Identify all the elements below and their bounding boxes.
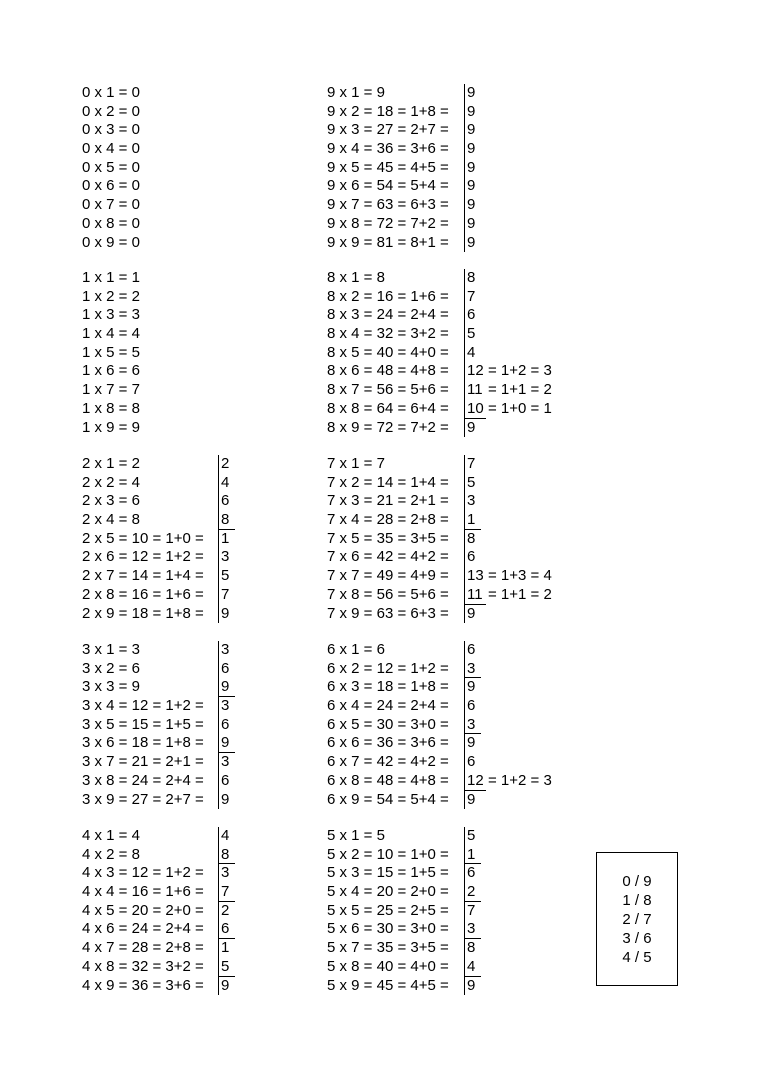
equation: 4 x 3 = 12 = 1+2 = [82, 864, 204, 882]
digit-sum-result: 9 [467, 140, 476, 158]
equation: 8 x 3 = 24 = 2+4 = [327, 306, 449, 324]
digit-sum-result: 3 [221, 864, 230, 882]
equation: 5 x 9 = 45 = 4+5 = [327, 976, 449, 994]
equation: 6 x 8 = 48 = 4+8 = [327, 771, 449, 789]
equation: 6 x 7 = 42 = 4+2 = [327, 753, 449, 771]
equation: 8 x 8 = 64 = 6+4 = [327, 399, 449, 417]
digit-sum-result: 5 [221, 567, 230, 585]
equation: 8 x 4 = 32 = 3+2 = [327, 325, 449, 343]
equation: 8 x 9 = 72 = 7+2 = [327, 418, 449, 436]
digit-sum-result: 6 [221, 492, 230, 510]
digit-sum-result: 11 [467, 381, 483, 399]
digit-sum-result: 3 [464, 660, 481, 679]
equation: 6 x 9 = 54 = 5+4 = [327, 790, 449, 808]
digit-sum-result: 6 [467, 306, 476, 324]
equation: 4 x 9 = 36 = 3+6 = [82, 976, 204, 994]
digit-sum-result: 9 [467, 678, 476, 696]
equation: 6 x 2 = 12 = 1+2 = [327, 659, 449, 677]
digit-pair: 2 / 7 [622, 910, 652, 928]
digit-sum-result: 5 [467, 473, 476, 491]
digit-sum-result: 5 [467, 325, 476, 343]
digit-sum-result: 4 [464, 958, 481, 977]
equation: 2 x 6 = 12 = 1+2 = [82, 548, 204, 566]
equation: 1 x 3 = 3 [82, 306, 140, 324]
digit-sum-result: 9 [467, 734, 476, 752]
equation: 3 x 8 = 24 = 2+4 = [82, 771, 204, 789]
equation: 9 x 2 = 18 = 1+8 = [327, 102, 449, 120]
digit-sum-result: 9 [218, 734, 235, 753]
equation: 3 x 4 = 12 = 1+2 = [82, 697, 204, 715]
digit-sum-result: 3 [464, 920, 481, 939]
equation: 7 x 5 = 35 = 3+5 = [327, 529, 449, 547]
equation: 9 x 4 = 36 = 3+6 = [327, 140, 449, 158]
equation: 4 x 7 = 28 = 2+8 = [82, 939, 204, 957]
digit-pair: 1 / 8 [622, 891, 652, 909]
reduction-step: = 1+2 = 3 [488, 771, 552, 789]
digit-sum-result: 2 [464, 883, 481, 902]
equation: 0 x 3 = 0 [82, 121, 140, 139]
equation: 4 x 2 = 8 [82, 845, 140, 863]
equation: 0 x 4 = 0 [82, 140, 140, 158]
digit-pairs-box [596, 852, 678, 986]
equation: 8 x 7 = 56 = 5+6 = [327, 381, 449, 399]
digit-sum-result: 9 [221, 604, 230, 622]
equation: 6 x 6 = 36 = 3+6 = [327, 734, 449, 752]
digit-sum-result: 3 [464, 716, 481, 735]
equation: 0 x 8 = 0 [82, 214, 140, 232]
digit-sum-result: 2 [221, 901, 230, 919]
digit-sum-result: 8 [218, 511, 235, 530]
equation: 0 x 7 = 0 [82, 196, 140, 214]
digit-sum-result: 7 [467, 287, 476, 305]
equation: 0 x 9 = 0 [82, 233, 140, 251]
equation: 3 x 9 = 27 = 2+7 = [82, 790, 204, 808]
equation: 6 x 1 = 6 [327, 641, 385, 658]
reduction-step: = 1+1 = 2 [488, 585, 552, 603]
equation: 2 x 4 = 8 [82, 511, 140, 529]
reduction-step: = 1+1 = 2 [488, 381, 552, 399]
reduction-step: = 1+2 = 3 [488, 362, 552, 380]
equation: 5 x 3 = 15 = 1+5 = [327, 864, 449, 882]
digit-sum-result: 1 [221, 529, 230, 547]
equation: 4 x 8 = 32 = 3+2 = [82, 957, 204, 975]
equation: 3 x 2 = 6 [82, 659, 140, 677]
equation: 7 x 8 = 56 = 5+6 = [327, 585, 449, 603]
digit-sum-result: 1 [464, 511, 481, 530]
digit-sum-result: 6 [221, 715, 230, 733]
digit-sum-result: 6 [221, 659, 230, 677]
digit-sum-result: 4 [221, 473, 230, 491]
digit-sum-result: 6 [218, 920, 235, 939]
digit-sum-result: 9 [467, 177, 476, 195]
equation: 9 x 6 = 54 = 5+4 = [327, 177, 449, 195]
equation: 7 x 6 = 42 = 4+2 = [327, 548, 449, 566]
equation: 0 x 6 = 0 [82, 177, 140, 195]
digit-sum-result: 9 [218, 678, 235, 697]
equation: 9 x 8 = 72 = 7+2 = [327, 214, 449, 232]
equation: 2 x 8 = 16 = 1+6 = [82, 585, 204, 603]
digit-sum-result: 3 [467, 492, 476, 510]
equation: 5 x 2 = 10 = 1+0 = [327, 845, 449, 863]
equation: 4 x 5 = 20 = 2+0 = [82, 901, 204, 919]
equation: 1 x 8 = 8 [82, 399, 140, 417]
equation: 1 x 2 = 2 [82, 287, 140, 305]
digit-sum-result: 9 [467, 604, 476, 622]
digit-sum-result: 6 [467, 641, 476, 658]
digit-sum-result: 6 [467, 697, 476, 715]
digit-sum-result: 9 [467, 158, 476, 176]
digit-sum-result: 9 [467, 233, 476, 251]
equation: 2 x 5 = 10 = 1+0 = [82, 529, 204, 547]
digit-sum-result: 5 [467, 827, 476, 844]
equation: 9 x 9 = 81 = 8+1 = [327, 233, 449, 251]
digit-sum-result: 10 [464, 400, 486, 419]
equation: 8 x 5 = 40 = 4+0 = [327, 343, 449, 361]
digit-sum-result: 8 [467, 269, 476, 286]
equation: 5 x 4 = 20 = 2+0 = [327, 883, 449, 901]
equation: 2 x 9 = 18 = 1+8 = [82, 604, 204, 622]
digit-sum-result: 6 [221, 771, 230, 789]
equation: 6 x 4 = 24 = 2+4 = [327, 697, 449, 715]
digit-sum-result: 9 [221, 790, 230, 808]
digit-sum-result: 8 [467, 939, 476, 957]
digit-pair: 3 / 6 [622, 929, 652, 947]
equation: 7 x 3 = 21 = 2+1 = [327, 492, 449, 510]
equation: 3 x 6 = 18 = 1+8 = [82, 734, 204, 752]
digit-sum-result: 6 [467, 864, 476, 882]
equation: 5 x 5 = 25 = 2+5 = [327, 901, 449, 919]
equation: 1 x 5 = 5 [82, 343, 140, 361]
digit-sum-result: 3 [221, 753, 230, 771]
digit-sum-result: 6 [467, 753, 476, 771]
digit-sum-result: 7 [467, 455, 476, 472]
equation: 9 x 5 = 45 = 4+5 = [327, 158, 449, 176]
equation: 4 x 4 = 16 = 1+6 = [82, 883, 204, 901]
digit-sum-result: 3 [221, 641, 230, 658]
digit-pair: 4 / 5 [622, 948, 652, 966]
equation: 3 x 7 = 21 = 2+1 = [82, 753, 204, 771]
equation: 3 x 1 = 3 [82, 641, 140, 658]
digit-sum-result: 9 [221, 976, 230, 994]
equation: 0 x 5 = 0 [82, 158, 140, 176]
digit-sum-result: 7 [221, 585, 230, 603]
equation: 9 x 3 = 27 = 2+7 = [327, 121, 449, 139]
equation: 6 x 3 = 18 = 1+8 = [327, 678, 449, 696]
digit-sum-result: 9 [467, 121, 476, 139]
digit-sum-result: 2 [221, 455, 230, 472]
digit-sum-result: 1 [464, 846, 481, 865]
digit-sum-result: 8 [467, 529, 476, 547]
equation: 7 x 7 = 49 = 4+9 = [327, 567, 449, 585]
equation: 8 x 6 = 48 = 4+8 = [327, 362, 449, 380]
equation: 8 x 1 = 8 [327, 269, 385, 286]
equation: 3 x 3 = 9 [82, 678, 140, 696]
equation: 5 x 8 = 40 = 4+0 = [327, 957, 449, 975]
digit-sum-result: 9 [467, 418, 476, 436]
equation: 4 x 6 = 24 = 2+4 = [82, 920, 204, 938]
equation: 6 x 5 = 30 = 3+0 = [327, 715, 449, 733]
equation: 5 x 7 = 35 = 3+5 = [327, 939, 449, 957]
equation: 1 x 1 = 1 [82, 269, 140, 286]
equation: 2 x 3 = 6 [82, 492, 140, 510]
equation: 5 x 1 = 5 [327, 827, 385, 844]
equation: 3 x 5 = 15 = 1+5 = [82, 715, 204, 733]
digit-sum-result: 7 [218, 883, 235, 902]
equation: 2 x 7 = 14 = 1+4 = [82, 567, 204, 585]
equation: 0 x 1 = 0 [82, 84, 140, 101]
equation: 9 x 1 = 9 [327, 84, 385, 101]
equation: 7 x 4 = 28 = 2+8 = [327, 511, 449, 529]
digit-sum-result: 13 [467, 567, 484, 585]
equation: 8 x 2 = 16 = 1+6 = [327, 287, 449, 305]
equation: 1 x 6 = 6 [82, 362, 140, 380]
equation: 7 x 2 = 14 = 1+4 = [327, 473, 449, 491]
digit-sum-result: 8 [218, 846, 235, 865]
digit-pair: 0 / 9 [622, 872, 652, 890]
equation: 7 x 9 = 63 = 6+3 = [327, 604, 449, 622]
digit-sum-result: 3 [221, 697, 230, 715]
digit-sum-result: 9 [467, 84, 476, 101]
equation: 7 x 1 = 7 [327, 455, 385, 472]
equation: 4 x 1 = 4 [82, 827, 140, 844]
reduction-step: = 1+3 = 4 [488, 567, 552, 585]
digit-sum-result: 12 [467, 362, 484, 380]
digit-sum-result: 9 [467, 102, 476, 120]
digit-sum-result: 9 [467, 790, 476, 808]
equation: 1 x 9 = 9 [82, 418, 140, 436]
equation: 1 x 7 = 7 [82, 381, 140, 399]
digit-sum-result: 4 [221, 827, 230, 844]
equation: 0 x 2 = 0 [82, 102, 140, 120]
digit-sum-result: 3 [221, 548, 230, 566]
digit-sum-result: 7 [467, 901, 476, 919]
digit-sum-result: 4 [467, 343, 476, 361]
equation: 2 x 2 = 4 [82, 473, 140, 491]
digit-sum-result: 9 [467, 976, 476, 994]
reduction-step: = 1+0 = 1 [488, 399, 552, 417]
digit-sum-result: 5 [218, 958, 235, 977]
digit-sum-result: 1 [221, 939, 230, 957]
equation: 2 x 1 = 2 [82, 455, 140, 472]
digit-sum-result: 9 [467, 214, 476, 232]
equation: 5 x 6 = 30 = 3+0 = [327, 920, 449, 938]
digit-sum-result: 11 [464, 586, 486, 605]
equation: 1 x 4 = 4 [82, 325, 140, 343]
equation: 9 x 7 = 63 = 6+3 = [327, 196, 449, 214]
digit-sum-result: 9 [467, 196, 476, 214]
digit-sum-result: 6 [467, 548, 476, 566]
digit-sum-result: 12 [464, 772, 486, 791]
